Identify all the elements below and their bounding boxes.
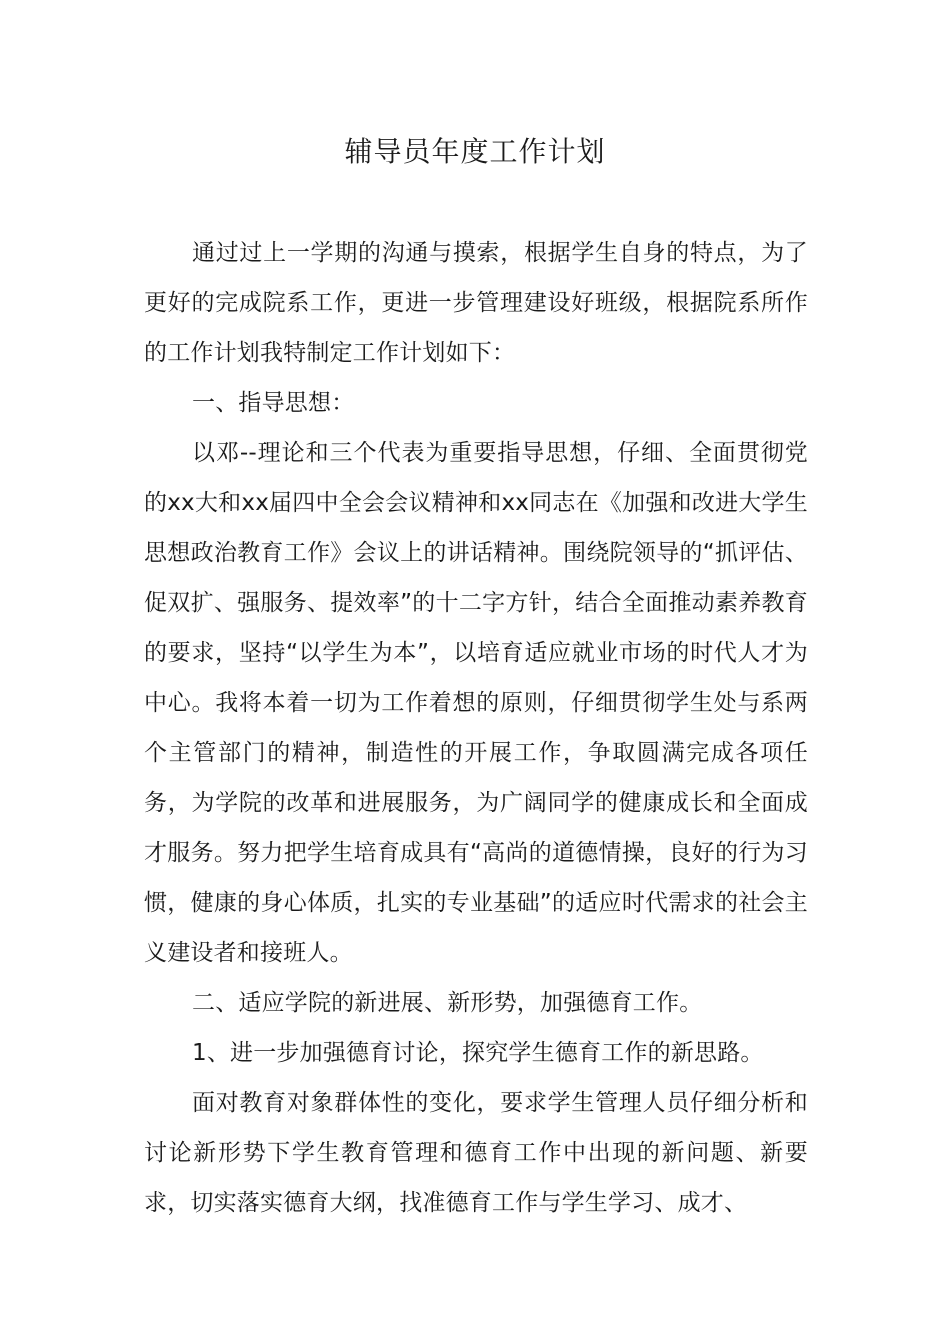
subsection-heading-1: 1、进一步加强德育讨论，探究学生德育工作的新思路。 — [192, 1040, 764, 1066]
document-body — [144, 228, 808, 1228]
document-title: 辅导员年度工作计划 — [344, 135, 606, 168]
section-heading-moral-education: 二、适应学院的新进展、新形势，加强德育工作。 — [192, 990, 703, 1016]
paragraph-guiding-ideology: 以邓--理论和三个代表为重要指导思想，仔细、全面贯彻党的xx大和xx届四中全会会议精神和xx同志在《加强和改进大学生思想政治教育工作》会议上的讲话精神。围绕院领导的“抓评估、促双扩、强服务、提效率”的十二字方针，结合全面推动素养教育的要求，坚持“以学生为本”，以培育适应就业市场的时代人才为中心。我将本着一切为工作着想的原则，仔细贯彻学生处与系两个主管部门的精神，制造性的开展工作，争取圆满完成各项任务，为学院的改革和进展服务，为广阔同学的健康成长和全面成才服务。努力把学生培育成具有“高尚的道德情操，良好的行为习惯，健康的身心体质，扎实的专业基础”的适应时代需求的社会主义建设者和接班人。 — [144, 440, 808, 966]
section-heading-guiding-ideology: 一、指导思想： — [192, 390, 355, 416]
paragraph-moral-education: 面对教育对象群体性的变化，要求学生管理人员仔细分析和讨论新形势下学生教育管理和德育工作中出现的新问题、新要求，切实落实德育大纲，找准德育工作与学生学习、成才、 — [144, 1090, 808, 1216]
paragraph-intro: 通过过上一学期的沟通与摸索，根据学生自身的特点，为了更好的完成院系工作，更进一步管理建设好班级，根据院系所作的工作计划我特制定工作计划如下： — [144, 240, 808, 366]
